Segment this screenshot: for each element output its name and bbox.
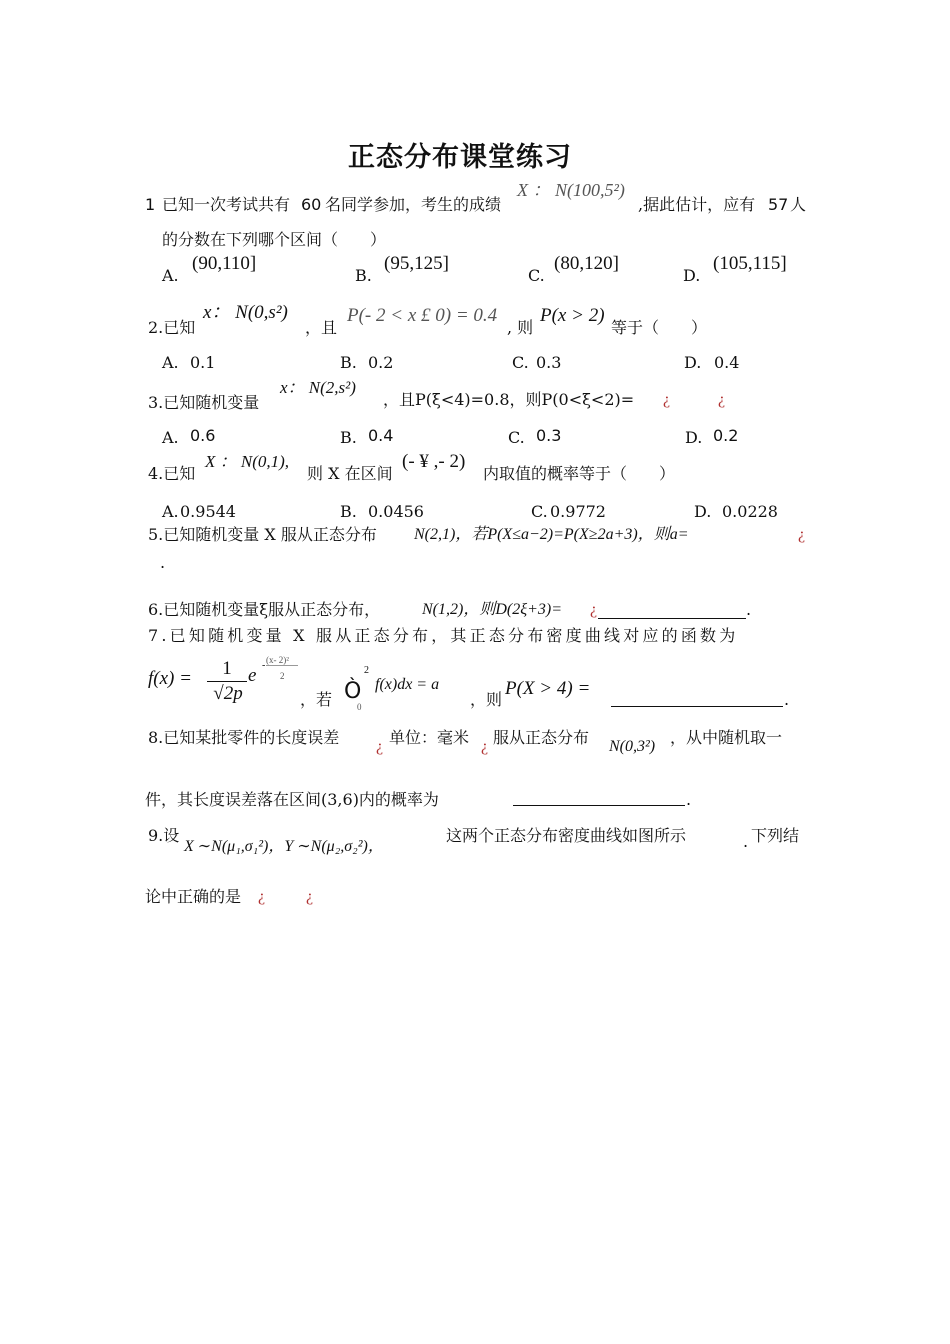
q1-number: 1 bbox=[145, 195, 156, 214]
q8-end: . bbox=[686, 790, 692, 809]
q2-option-c: 0.3 bbox=[536, 353, 562, 372]
q2-mid: ，且 bbox=[305, 318, 338, 337]
q3-option-c: 0.3 bbox=[536, 426, 562, 445]
q4-option-d: 0.0228 bbox=[722, 502, 778, 521]
q3-prefix: 3.已知随机变量 bbox=[148, 393, 260, 412]
q7-answer-blank[interactable] bbox=[611, 706, 783, 707]
q3-formula-1: x： N(2,s²) bbox=[280, 378, 356, 397]
q1-line-2: 的分数在下列哪个区间（ ） bbox=[162, 230, 387, 249]
q3-option-c-label: C. bbox=[508, 428, 525, 447]
q1-text-a: 已知一次考试共有 bbox=[162, 195, 291, 214]
q1-count: 60 bbox=[301, 195, 322, 214]
q8-mark-2: ¿ bbox=[481, 738, 489, 755]
q1-option-d-label: D. bbox=[683, 266, 701, 285]
q6-prefix: 6.已知随机变量ξ服从正态分布， bbox=[148, 600, 381, 619]
q8-answer-blank[interactable] bbox=[513, 805, 685, 806]
q6-end: . bbox=[746, 600, 752, 619]
q3-option-b-label: B. bbox=[340, 428, 357, 447]
q8-unit: 单位：毫米 bbox=[389, 728, 470, 747]
q1-text-b: 名同学参加，考生的成绩 bbox=[325, 195, 502, 214]
q9-prefix: 9.设 bbox=[148, 826, 180, 845]
q6-mark: ¿ bbox=[590, 601, 598, 618]
q7-formula-3: P(X > 4) = bbox=[505, 678, 591, 699]
q4-formula-2: (- ¥ ,- 2) bbox=[402, 451, 466, 472]
q5-prefix: 5.已知随机变量 X 服从正态分布 bbox=[148, 525, 377, 544]
q9-mark-2: ¿ bbox=[306, 888, 314, 905]
q9-formula: X ∼N(μ₁,σ₁²)，Y ∼N(μ₂,σ₂²)， bbox=[184, 838, 384, 855]
q1-formula: X ： N(100,5²) bbox=[517, 180, 625, 200]
q2-option-b-label: B. bbox=[340, 353, 357, 372]
q8-line-2: 件，其长度误差落在区间(3,6)内的概率为 bbox=[145, 790, 439, 809]
q4-option-a-label: A. bbox=[162, 502, 179, 521]
q3-option-a-label: A. bbox=[162, 428, 179, 447]
q6-formula: N(1,2)，则D(2ξ+3)= bbox=[422, 601, 562, 618]
q1-option-b-label: B. bbox=[355, 266, 372, 285]
q7-frac-denominator: √2p bbox=[213, 683, 243, 704]
q2-option-c-label: C. bbox=[512, 353, 529, 372]
q7-integral-lower: 0 bbox=[357, 702, 362, 712]
q2-formula-2: P(- 2 < x £ 0) = 0.4 bbox=[347, 305, 498, 326]
q1-option-c: (80,120] bbox=[554, 253, 619, 274]
q1-option-a-label: A. bbox=[162, 266, 179, 285]
q2-option-b: 0.2 bbox=[368, 353, 394, 372]
q5-mark: ¿ bbox=[798, 526, 806, 543]
q1-option-a: (90,110] bbox=[192, 253, 257, 274]
q1-option-b: (95,125] bbox=[384, 253, 449, 274]
q9-suffix: 下列结 bbox=[751, 826, 800, 845]
q7-ruo: ，若 bbox=[300, 690, 333, 709]
q4-suffix: 内取值的概率等于（ ） bbox=[483, 464, 676, 483]
q3-mark-2: ¿ bbox=[718, 391, 726, 408]
q4-formula-1: X ： N(0,1), bbox=[205, 452, 290, 471]
q8-mark-1: ¿ bbox=[376, 738, 384, 755]
q5-formula: N(2,1)，若P(X≤a−2)=P(X≥2a+3)，则a= bbox=[414, 526, 689, 543]
q7-exp-numerator: (x- 2)² bbox=[266, 655, 289, 665]
q7-frac-numerator: 1 bbox=[222, 658, 232, 679]
q1-text-c: ,据此估计，应有 bbox=[638, 195, 756, 214]
q9-mid: 这两个正态分布密度曲线如图所示 bbox=[446, 826, 687, 845]
q7-line-1: 7.已知随机变量 X 服从正态分布，其正态分布密度曲线对应的函数为 bbox=[148, 626, 739, 645]
q7-fx: f(x) = bbox=[148, 668, 192, 689]
q4-prefix: 4.已知 bbox=[148, 464, 196, 483]
q4-option-c: 0.9772 bbox=[550, 502, 606, 521]
q3-mark-1: ¿ bbox=[663, 391, 671, 408]
q8-suffix: ，从中随机取一 bbox=[670, 728, 783, 747]
q2-prefix: 2.已知 bbox=[148, 318, 196, 337]
q4-option-c-label: C. bbox=[531, 502, 548, 521]
q8-formula: N(0,3²) bbox=[609, 738, 656, 755]
q2-suffix: 等于（ ） bbox=[611, 318, 708, 337]
q7-e: e bbox=[248, 665, 257, 686]
q9-line-2: 论中正确的是 bbox=[145, 887, 242, 906]
q7-integral-upper: 2 bbox=[364, 665, 369, 676]
q5-line-2: . bbox=[160, 553, 166, 572]
page-title: 正态分布课堂练习 bbox=[348, 142, 572, 173]
q9-dot: . bbox=[743, 832, 749, 851]
q7-integral-body: f(x)dx = a bbox=[375, 676, 440, 693]
q4-option-d-label: D. bbox=[694, 502, 712, 521]
q8-mid: 服从正态分布 bbox=[493, 728, 590, 747]
q6-answer-blank[interactable] bbox=[598, 618, 746, 619]
q2-formula-3: P(x > 2) bbox=[540, 305, 605, 326]
q2-then: , 则 bbox=[507, 318, 534, 337]
q7-exp-denominator: 2 bbox=[280, 671, 285, 681]
q9-mark-1: ¿ bbox=[258, 888, 266, 905]
q7-frac-bar bbox=[207, 681, 247, 682]
q7-then: ，则 bbox=[470, 690, 503, 709]
q3-option-a: 0.6 bbox=[190, 426, 216, 445]
q2-option-d-label: D. bbox=[684, 353, 702, 372]
q3-mid: ，且P(ξ<4)=0.8，则P(0<ξ<2)= bbox=[383, 390, 635, 409]
q4-mid: 则 X 在区间 bbox=[307, 464, 393, 483]
q1-count-57: 57 bbox=[768, 195, 789, 214]
q3-option-b: 0.4 bbox=[368, 426, 394, 445]
q7-integral-sign: Ò bbox=[344, 679, 362, 704]
q2-option-a: 0.1 bbox=[190, 353, 216, 372]
q3-option-d: 0.2 bbox=[713, 426, 739, 445]
q4-option-b-label: B. bbox=[340, 502, 357, 521]
q1-option-c-label: C. bbox=[528, 266, 545, 285]
q1-text-d: 人 bbox=[790, 195, 807, 214]
q7-exp-sign: - bbox=[262, 660, 266, 671]
q4-option-b: 0.0456 bbox=[368, 502, 424, 521]
q2-option-d: 0.4 bbox=[714, 353, 740, 372]
q3-option-d-label: D. bbox=[685, 428, 703, 447]
q2-option-a-label: A. bbox=[162, 353, 179, 372]
q2-formula-1: x： N(0,s²) bbox=[203, 302, 288, 323]
q7-end: . bbox=[784, 690, 790, 709]
q4-option-a: 0.9544 bbox=[180, 502, 236, 521]
q8-prefix: 8.已知某批零件的长度误差 bbox=[148, 728, 340, 747]
q1-option-d: (105,115] bbox=[713, 253, 787, 274]
